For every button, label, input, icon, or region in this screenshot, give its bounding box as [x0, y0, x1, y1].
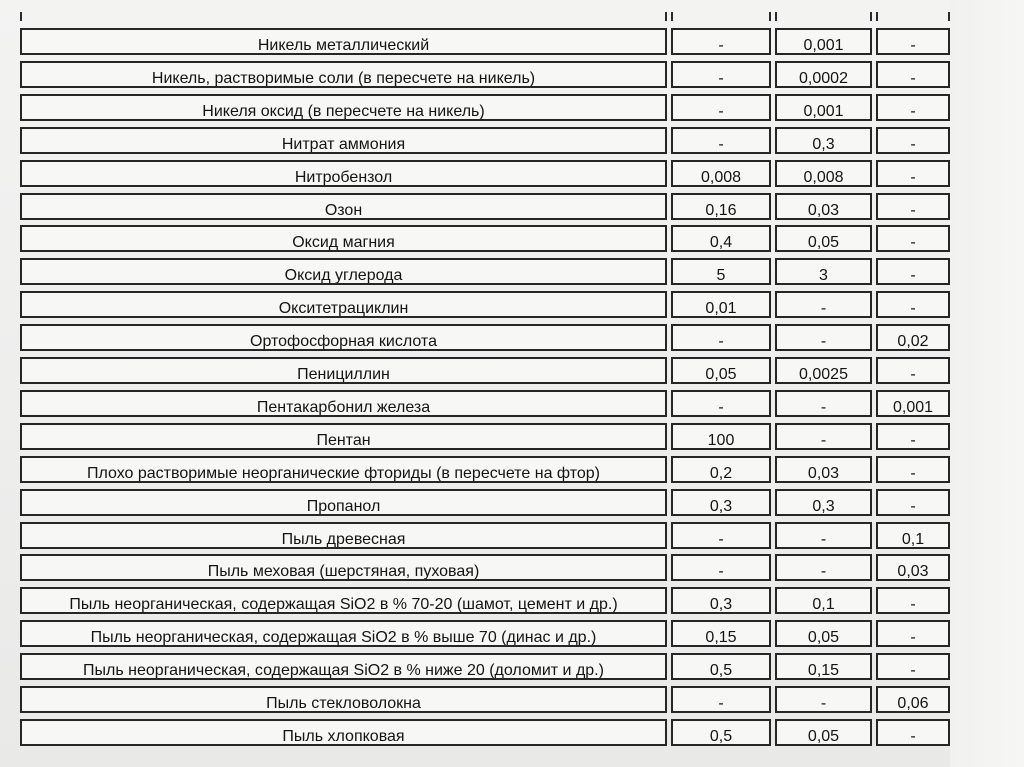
- value-cell-3-text: -: [910, 202, 916, 219]
- value-cell-2: [775, 653, 872, 680]
- substance-name-cell: [20, 554, 667, 581]
- value-cell-2-text: 0,0002: [799, 70, 848, 87]
- value-cell-3-text: -: [910, 629, 916, 646]
- substance-name-cell: [20, 653, 667, 680]
- value-cell-3: [876, 61, 950, 88]
- value-cell-1: [671, 193, 771, 220]
- value-cell-3-text: -: [910, 366, 916, 383]
- value-cell-2-text: 0,05: [807, 728, 840, 745]
- substance-name-cell: [20, 620, 667, 647]
- value-cell-2-text: 0,008: [803, 169, 844, 186]
- value-cell-1-text: 0,008: [700, 169, 742, 186]
- value-cell-2: [775, 423, 872, 450]
- value-cell-1-text: -: [718, 70, 724, 87]
- substance-name-cell: [20, 522, 667, 549]
- value-cell-3: [876, 489, 950, 516]
- substance-name-cell: [20, 587, 667, 614]
- value-cell-1-text: -: [718, 333, 724, 350]
- value-cell-2: [775, 28, 872, 55]
- substance-name-cell: [20, 225, 667, 252]
- substance-name-cell-text: Пропанол: [306, 498, 381, 515]
- value-cell-1-text: 100: [707, 432, 735, 449]
- value-cell-2: [775, 291, 872, 318]
- value-cell-2-text: 0,0025: [799, 366, 848, 383]
- substance-name-cell-text: Пыль неорганическая, содержащая SiO2 в % 70-20 (шамот, цемент и др.): [69, 596, 618, 613]
- value-cell-3-text: -: [910, 596, 916, 613]
- value-cell-3-text: 0,06: [897, 695, 929, 712]
- value-cell-1: [671, 686, 771, 713]
- value-cell-2: [775, 61, 872, 88]
- substance-name-cell: [20, 258, 667, 285]
- value-cell-3: [876, 620, 950, 647]
- page-margin: [950, 0, 1024, 767]
- substance-name-cell: [20, 686, 667, 713]
- value-cell-1-text: -: [718, 399, 724, 416]
- value-cell-1-text: 0,4: [709, 234, 733, 251]
- value-cell-1-text: 0,05: [705, 366, 737, 383]
- value-cell-1-text: 0,01: [705, 300, 737, 317]
- substance-name-cell: [20, 61, 667, 88]
- value-cell-1: [671, 522, 771, 549]
- value-cell-1: [671, 489, 771, 516]
- substance-name-cell: [20, 324, 667, 351]
- substance-name-cell-text: Ортофосфорная кислота: [250, 333, 437, 350]
- value-cell-1: [671, 653, 771, 680]
- value-cell-2: [775, 160, 872, 187]
- value-cell-3-text: -: [910, 465, 916, 482]
- value-cell-2-text: 0,15: [807, 662, 840, 679]
- value-cell-3: [876, 225, 950, 252]
- value-cell-2: [775, 225, 872, 252]
- value-cell-2: [775, 686, 872, 713]
- value-cell-2: [775, 324, 872, 351]
- value-cell-3-text: -: [910, 432, 916, 449]
- value-cell-1-text: 0,5: [709, 728, 733, 745]
- substance-name-cell-text: Оксид углерода: [284, 267, 403, 284]
- substance-name-cell-text: Пыль неорганическая, содержащая SiO2 в % выше 70 (динас и др.): [90, 629, 597, 646]
- value-cell-2: [775, 719, 872, 746]
- previous-table-edge: [18, 0, 948, 22]
- substance-name-cell-text: Пыль меховая (шерстяная, пуховая): [207, 563, 480, 580]
- substance-name-cell: [20, 193, 667, 220]
- substance-name-cell-text: Пыль стекловолокна: [266, 695, 421, 712]
- value-cell-2-text: -: [820, 333, 827, 350]
- value-cell-2-text: -: [820, 695, 827, 712]
- value-cell-2-text: 0,05: [807, 629, 840, 646]
- previous-v2-cell-edge: [775, 12, 872, 21]
- value-cell-1-text: -: [718, 531, 724, 548]
- value-cell-2: [775, 258, 872, 285]
- value-cell-3-text: -: [910, 37, 916, 54]
- value-cell-2-text: 0,001: [803, 37, 844, 54]
- substance-name-cell-text: Нитробензол: [294, 169, 393, 186]
- substance-name-cell-text: Пентакарбонил железа: [256, 399, 431, 416]
- value-cell-1: [671, 61, 771, 88]
- previous-name-cell-edge: [20, 12, 667, 21]
- substance-name-cell-text: Озон: [324, 202, 363, 219]
- value-cell-3: [876, 193, 950, 220]
- value-cell-2: [775, 522, 872, 549]
- value-cell-2-text: 0,3: [812, 136, 835, 153]
- value-cell-3: [876, 653, 950, 680]
- substance-name-cell-text: Никеля оксид (в пересчете на никель): [202, 103, 485, 120]
- value-cell-3: [876, 127, 950, 154]
- value-cell-2: [775, 456, 872, 483]
- value-cell-1: [671, 324, 771, 351]
- value-cell-1: [671, 160, 771, 187]
- previous-v3-cell-edge: [876, 12, 950, 21]
- value-cell-3: [876, 94, 950, 121]
- value-cell-2: [775, 554, 872, 581]
- value-cell-3-text: -: [910, 662, 916, 679]
- value-cell-3-text: -: [910, 234, 916, 251]
- value-cell-1: [671, 719, 771, 746]
- value-cell-1: [671, 456, 771, 483]
- value-cell-1: [671, 357, 771, 384]
- value-cell-2: [775, 357, 872, 384]
- value-cell-2-text: 0,3: [812, 498, 835, 515]
- value-cell-3-text: -: [910, 103, 916, 120]
- substance-name-cell: [20, 423, 667, 450]
- value-cell-3: [876, 324, 950, 351]
- value-cell-1: [671, 127, 771, 154]
- value-cell-1: [671, 390, 771, 417]
- value-cell-1: [671, 587, 771, 614]
- substance-name-cell: [20, 489, 667, 516]
- value-cell-2-text: 3: [819, 267, 828, 284]
- substance-name-cell-text: Никель металлический: [257, 37, 430, 54]
- value-cell-1-text: -: [718, 37, 724, 54]
- value-cell-1: [671, 258, 771, 285]
- substance-name-cell-text: Пыль древесная: [281, 531, 406, 548]
- substance-name-cell-text: Плохо растворимые неорганические фториды (в пересчете на фтор): [86, 465, 600, 482]
- value-cell-1-text: 0,16: [705, 202, 737, 219]
- value-cell-2: [775, 489, 872, 516]
- value-cell-3: [876, 686, 950, 713]
- value-cell-3: [876, 423, 950, 450]
- substance-name-cell: [20, 390, 667, 417]
- previous-v1-cell-edge: [671, 12, 771, 21]
- value-cell-1-text: 5: [716, 267, 726, 284]
- value-cell-3: [876, 258, 950, 285]
- substance-name-cell: [20, 94, 667, 121]
- value-cell-3: [876, 587, 950, 614]
- value-cell-3: [876, 456, 950, 483]
- value-cell-1: [671, 28, 771, 55]
- substance-name-cell: [20, 719, 667, 746]
- value-cell-1: [671, 291, 771, 318]
- value-cell-2-text: 0,03: [807, 202, 840, 219]
- substance-name-cell-text: Пентан: [316, 432, 371, 449]
- value-cell-2-text: 0,05: [807, 234, 840, 251]
- substance-name-cell: [20, 127, 667, 154]
- value-cell-2: [775, 127, 872, 154]
- value-cell-3-text: -: [910, 267, 916, 284]
- value-cell-2: [775, 390, 872, 417]
- substance-name-cell-text: Никель, растворимые соли (в пересчете на никель): [151, 70, 536, 87]
- value-cell-1-text: 0,2: [709, 465, 733, 482]
- value-cell-2: [775, 620, 872, 647]
- value-cell-1: [671, 554, 771, 581]
- substance-name-cell: [20, 357, 667, 384]
- substance-name-cell-text: Пыль неорганическая, содержащая SiO2 в % ниже 20 (доломит и др.): [83, 662, 604, 679]
- value-cell-2-text: -: [820, 300, 827, 317]
- value-cell-2-text: 0,03: [807, 465, 840, 482]
- value-cell-1-text: -: [718, 103, 724, 120]
- value-cell-2-text: -: [820, 399, 827, 416]
- value-cell-1-text: -: [718, 695, 724, 712]
- value-cell-1: [671, 620, 771, 647]
- value-cell-3: [876, 160, 950, 187]
- value-cell-3-text: 0,1: [901, 531, 925, 548]
- substance-name-cell-text: Нитрат аммония: [281, 136, 406, 153]
- substance-name-cell-text: Оксид магния: [292, 234, 395, 251]
- value-cell-3-text: -: [910, 728, 916, 745]
- value-cell-3: [876, 719, 950, 746]
- value-cell-1-text: 0,5: [709, 662, 733, 679]
- value-cell-2: [775, 193, 872, 220]
- substance-name-cell: [20, 160, 667, 187]
- substance-name-cell: [20, 28, 667, 55]
- value-cell-1: [671, 423, 771, 450]
- value-cell-1: [671, 225, 771, 252]
- value-cell-1-text: 0,15: [705, 629, 737, 646]
- value-cell-3-text: -: [910, 300, 916, 317]
- value-cell-1-text: 0,3: [709, 498, 733, 515]
- value-cell-2-text: 0,1: [812, 596, 835, 613]
- substance-name-cell: [20, 456, 667, 483]
- value-cell-2: [775, 94, 872, 121]
- value-cell-3: [876, 28, 950, 55]
- value-cell-3-text: -: [910, 136, 916, 153]
- value-cell-3-text: 0,001: [892, 399, 934, 416]
- value-cell-3: [876, 390, 950, 417]
- value-cell-2-text: -: [820, 432, 827, 449]
- value-cell-1-text: 0,3: [709, 596, 733, 613]
- value-cell-3: [876, 291, 950, 318]
- value-cell-1-text: -: [718, 136, 724, 153]
- substance-name-cell: [20, 291, 667, 318]
- value-cell-1-text: -: [718, 563, 724, 580]
- value-cell-3-text: -: [910, 70, 916, 87]
- value-cell-2: [775, 587, 872, 614]
- value-cell-3: [876, 522, 950, 549]
- value-cell-3-text: 0,03: [897, 563, 929, 580]
- value-cell-2-text: -: [820, 563, 827, 580]
- value-cell-3: [876, 554, 950, 581]
- value-cell-2-text: 0,001: [803, 103, 844, 120]
- substance-name-cell-text: Окситетрациклин: [278, 300, 409, 317]
- value-cell-1: [671, 94, 771, 121]
- substance-name-cell-text: Пыль хлопковая: [282, 728, 405, 745]
- value-cell-2-text: -: [820, 531, 827, 548]
- value-cell-3-text: -: [910, 169, 916, 186]
- value-cell-3-text: 0,02: [897, 333, 929, 350]
- value-cell-3: [876, 357, 950, 384]
- substance-name-cell-text: Пенициллин: [297, 366, 390, 383]
- value-cell-3-text: -: [910, 498, 916, 515]
